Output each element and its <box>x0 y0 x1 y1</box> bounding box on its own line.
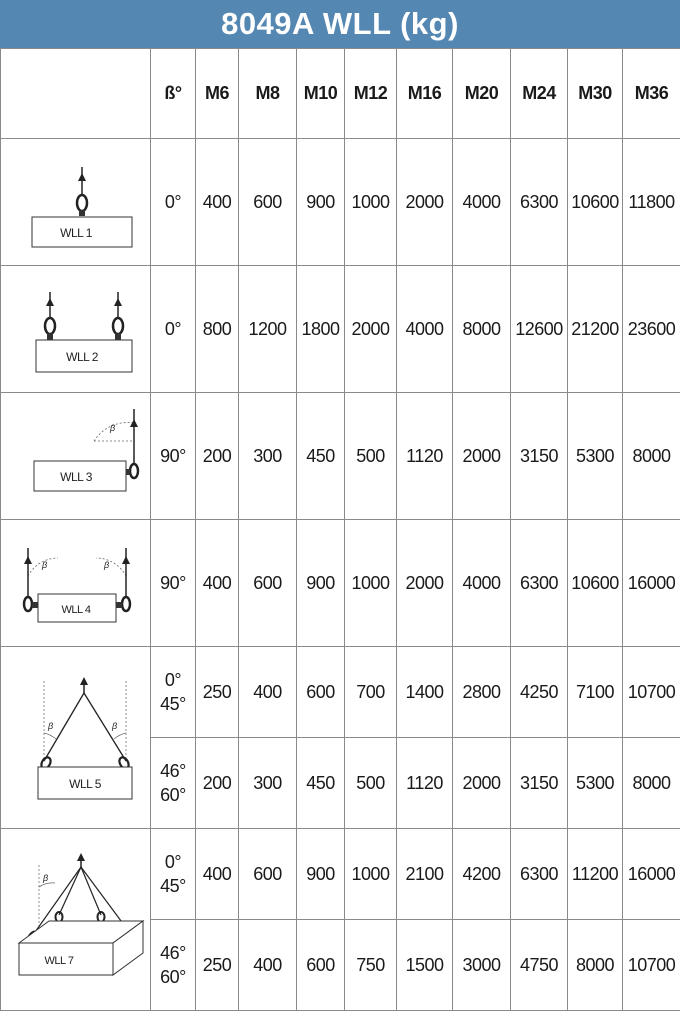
cell-m20: 8000 <box>453 266 511 393</box>
cell-m36: 10700 <box>623 647 680 738</box>
cell-m6: 400 <box>196 829 239 920</box>
cell-m10: 600 <box>297 920 345 1011</box>
table-row-wll1 <box>1 139 680 266</box>
beta-value: 46° <box>160 943 186 963</box>
svg-text:β: β <box>41 560 47 570</box>
cell-m24: 6300 <box>511 139 568 266</box>
svg-text:β: β <box>47 720 53 731</box>
cell-m6: 800 <box>196 266 239 393</box>
beta-cell <box>151 393 196 520</box>
header-m20: M20 <box>453 49 511 139</box>
cell-m12: 1000 <box>345 139 397 266</box>
header-m36: M36 <box>623 49 680 139</box>
cell-m20: 2800 <box>453 647 511 738</box>
cell-m10: 450 <box>297 393 345 520</box>
cell-m30: 10600 <box>568 520 623 647</box>
beta-value: 60° <box>160 785 186 805</box>
two-leg-angled-lift-icon <box>1 647 151 829</box>
beta-value: 0° <box>164 192 182 212</box>
cell-m16: 2000 <box>397 139 453 266</box>
two-eyebolt-vertical-lift-icon <box>1 266 151 393</box>
cell-m20: 4000 <box>453 520 511 647</box>
cell-m24: 4750 <box>511 920 568 1011</box>
beta-value: 45° <box>160 694 186 714</box>
side-eyebolt-90-lift-icon <box>1 393 151 520</box>
header-m30: M30 <box>568 49 623 139</box>
cell-m8: 400 <box>239 920 297 1011</box>
wll-table <box>0 48 680 1011</box>
cell-m16: 1400 <box>397 647 453 738</box>
cell-m12: 500 <box>345 393 397 520</box>
table-row-wll5-a <box>1 647 680 738</box>
svg-text:WLL 2: WLL 2 <box>65 350 98 364</box>
cell-m10: 900 <box>297 139 345 266</box>
cell-m24: 4250 <box>511 647 568 738</box>
header-m16: M16 <box>397 49 453 139</box>
four-leg-angled-lift-icon <box>1 829 151 1011</box>
table-row-wll7-a <box>1 829 680 920</box>
svg-text:WLL 4: WLL 4 <box>61 604 90 616</box>
two-side-eyebolt-90-lift-icon <box>1 520 151 647</box>
cell-m20: 4200 <box>453 829 511 920</box>
cell-m8: 400 <box>239 647 297 738</box>
table-title: 8049A WLL (kg) <box>0 0 680 48</box>
svg-text:WLL 1: WLL 1 <box>59 226 92 240</box>
cell-m24: 6300 <box>511 520 568 647</box>
cell-m20: 4000 <box>453 139 511 266</box>
cell-m12: 750 <box>345 920 397 1011</box>
cell-m10: 600 <box>297 647 345 738</box>
cell-m16: 2000 <box>397 520 453 647</box>
table-row-wll2 <box>1 266 680 393</box>
svg-text:β: β <box>103 560 109 570</box>
cell-m12: 2000 <box>345 266 397 393</box>
cell-m36: 8000 <box>623 393 680 520</box>
table-row-wll3 <box>1 393 680 520</box>
header-corner <box>1 49 151 139</box>
cell-m6: 250 <box>196 920 239 1011</box>
cell-m6: 400 <box>196 520 239 647</box>
header-m24: M24 <box>511 49 568 139</box>
table-row-wll4 <box>1 520 680 647</box>
cell-m36: 16000 <box>623 829 680 920</box>
cell-m8: 1200 <box>239 266 297 393</box>
beta-value: 90° <box>160 446 186 466</box>
header-beta: ß° <box>151 49 196 139</box>
cell-m10: 450 <box>297 738 345 829</box>
header-m8: M8 <box>239 49 297 139</box>
single-eyebolt-lift-icon <box>1 139 151 266</box>
cell-m16: 1120 <box>397 738 453 829</box>
cell-m8: 600 <box>239 139 297 266</box>
beta-cell <box>151 266 196 393</box>
svg-text:β: β <box>109 423 115 433</box>
beta-value: 90° <box>160 573 186 593</box>
beta-value: 60° <box>160 967 186 987</box>
cell-m36: 10700 <box>623 920 680 1011</box>
beta-cell <box>151 829 196 920</box>
cell-m24: 6300 <box>511 829 568 920</box>
cell-m30: 5300 <box>568 738 623 829</box>
cell-m10: 900 <box>297 520 345 647</box>
cell-m6: 250 <box>196 647 239 738</box>
cell-m10: 1800 <box>297 266 345 393</box>
cell-m24: 3150 <box>511 738 568 829</box>
header-m6: M6 <box>196 49 239 139</box>
cell-m6: 200 <box>196 738 239 829</box>
cell-m30: 10600 <box>568 139 623 266</box>
cell-m16: 1500 <box>397 920 453 1011</box>
cell-m10: 900 <box>297 829 345 920</box>
cell-m30: 5300 <box>568 393 623 520</box>
header-row <box>1 49 680 139</box>
cell-m24: 3150 <box>511 393 568 520</box>
cell-m30: 11200 <box>568 829 623 920</box>
cell-m8: 300 <box>239 738 297 829</box>
cell-m30: 7100 <box>568 647 623 738</box>
cell-m30: 21200 <box>568 266 623 393</box>
header-m10: M10 <box>297 49 345 139</box>
beta-cell <box>151 738 196 829</box>
cell-m16: 2100 <box>397 829 453 920</box>
cell-m12: 500 <box>345 738 397 829</box>
cell-m16: 1120 <box>397 393 453 520</box>
svg-text:β: β <box>111 720 117 731</box>
svg-text:β: β <box>42 872 48 883</box>
beta-value: 0° <box>164 670 182 690</box>
cell-m16: 4000 <box>397 266 453 393</box>
cell-m8: 600 <box>239 520 297 647</box>
cell-m36: 16000 <box>623 520 680 647</box>
cell-m36: 11800 <box>623 139 680 266</box>
cell-m12: 1000 <box>345 520 397 647</box>
cell-m12: 1000 <box>345 829 397 920</box>
cell-m36: 23600 <box>623 266 680 393</box>
beta-cell <box>151 920 196 1011</box>
cell-m20: 2000 <box>453 393 511 520</box>
cell-m20: 2000 <box>453 738 511 829</box>
svg-text:WLL 7: WLL 7 <box>44 954 73 967</box>
cell-m6: 200 <box>196 393 239 520</box>
cell-m20: 3000 <box>453 920 511 1011</box>
beta-value: 45° <box>160 876 186 896</box>
cell-m8: 300 <box>239 393 297 520</box>
cell-m36: 8000 <box>623 738 680 829</box>
beta-value: 0° <box>164 852 182 872</box>
beta-value: 46° <box>160 761 186 781</box>
beta-cell <box>151 647 196 738</box>
svg-text:WLL 3: WLL 3 <box>59 470 92 484</box>
cell-m12: 700 <box>345 647 397 738</box>
beta-cell <box>151 139 196 266</box>
cell-m30: 8000 <box>568 920 623 1011</box>
beta-cell <box>151 520 196 647</box>
beta-value: 0° <box>164 319 182 339</box>
header-m12: M12 <box>345 49 397 139</box>
svg-text:WLL 5: WLL 5 <box>68 776 101 791</box>
cell-m6: 400 <box>196 139 239 266</box>
cell-m8: 600 <box>239 829 297 920</box>
cell-m24: 12600 <box>511 266 568 393</box>
